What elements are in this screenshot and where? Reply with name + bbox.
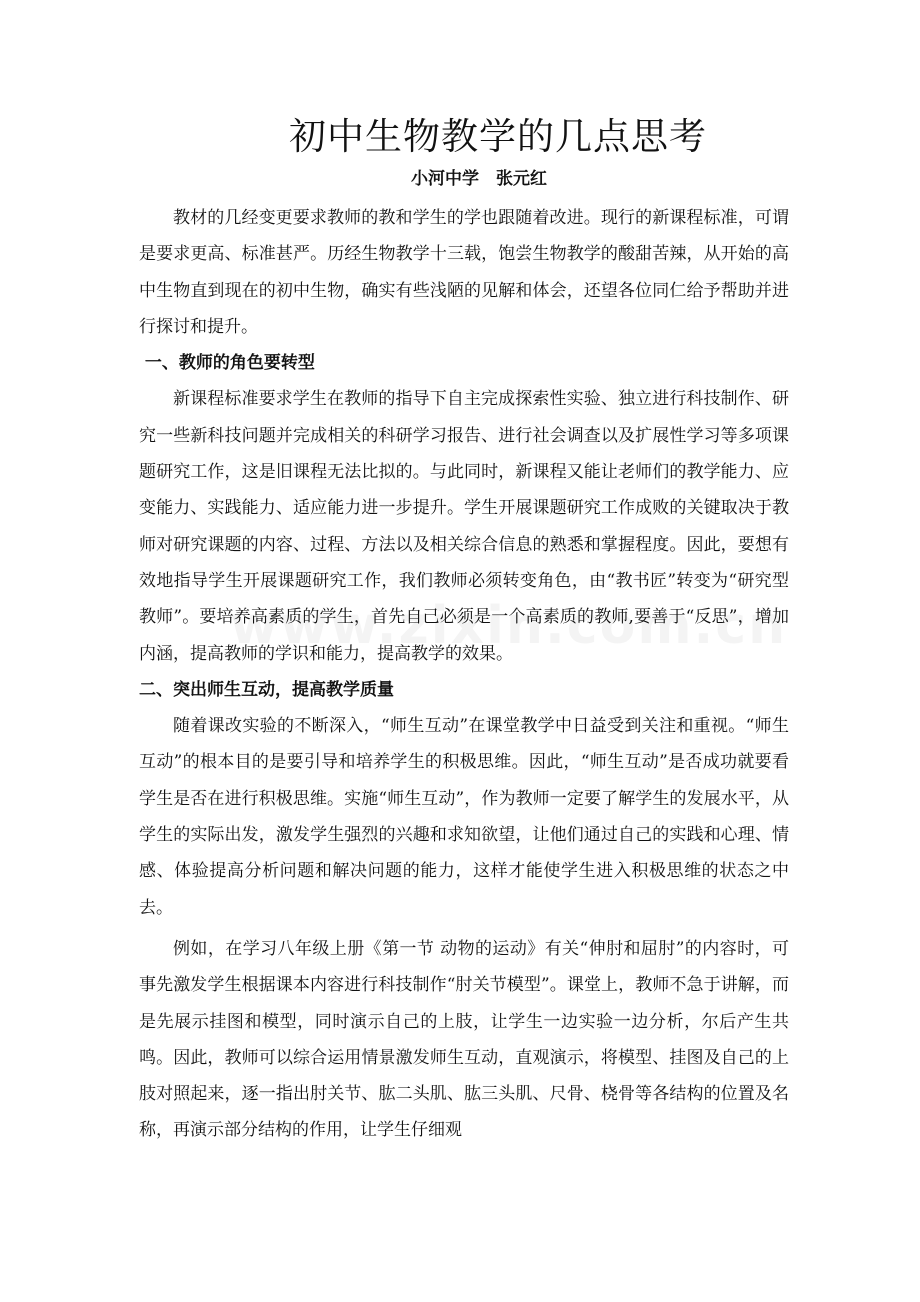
document-title: 初中生物教学的几点思考: [289, 115, 707, 158]
author-line: 小河中学 张元红: [411, 169, 547, 189]
section-heading-1: 一、教师的角色要转型: [139, 353, 315, 374]
section-heading-2: 二、突出师生互动，提高教学质量: [139, 679, 394, 700]
document-body: [139, 200, 789, 1149]
intro-paragraph: 教材的几经变更要求教师的教和学生的学也跟随着改进。现行的新课程标准，可谓是要求更高、标准甚严。历经生物教学十三载，饱尝生物教学的酸甜苦辣，从开始的高中生物直到现在的初中生物，确实有些浅陋的见解和体会，还望各位同仁给予帮助并进行探讨和提升。: [139, 208, 789, 337]
section-2-paragraph-2: 例如，在学习八年级上册《第一节 动物的运动》有关“伸肘和屈肘”的内容时，可事先激发学生根据课本内容进行科技制作“肘关节模型”。课堂上，教师不急于讲解，而是先展示挂图和模型，同时演示自己的上肢，让学生一边实验一边分析，尔后产生共鸣。因此，教师可以综合运用情景激发师生互动，直观演示，将模型、挂图及自己的上肢对照起来，逐一指出肘关节、肱二头肌、肱三头肌、尺骨、桡骨等各结构的位置及名称，再演示部分结构的作用，让学生仔细观: [139, 938, 789, 1141]
section-1-paragraph: 新课程标准要求学生在教师的指导下自主完成探索性实验、独立进行科技制作、研究一些新科技问题并完成相关的科研学习报告、进行社会调查以及扩展性学习等多项课题研究工作，这是旧课程无法比拟的。与此同时，新课程又能让老师们的教学能力、应变能力、实践能力、适应能力进一步提升。学生开展课题研究工作成败的关键取决于教师对研究课题的内容、过程、方法以及相关综合信息的熟悉和掌握程度。因此，要想有效地指导学生开展课题研究工作，我们教师必须转变角色，由“教书匠”转变为“研究型教师”。要培养高素质的学生，首先自己必须是一个高素质的教师,要善于“反思”，增加内涵，提高教师的学识和能力，提高教学的效果。: [139, 389, 789, 664]
section-2-paragraph-1: 随着课改实验的不断深入，“师生互动”在课堂教学中日益受到关注和重视。“师生互动”的根本目的是要引导和培养学生的积极思维。因此，“师生互动”是否成功就要看学生是否在进行积极思维。实施“师生互动”，作为教师一定要了解学生的发展水平，从学生的实际出发，激发学生强烈的兴趣和求知欲望，让他们通过自己的实践和心理、情感、体验提高分析问题和解决问题的能力，这样才能使学生进入积极思维的状态之中去。: [139, 716, 789, 918]
